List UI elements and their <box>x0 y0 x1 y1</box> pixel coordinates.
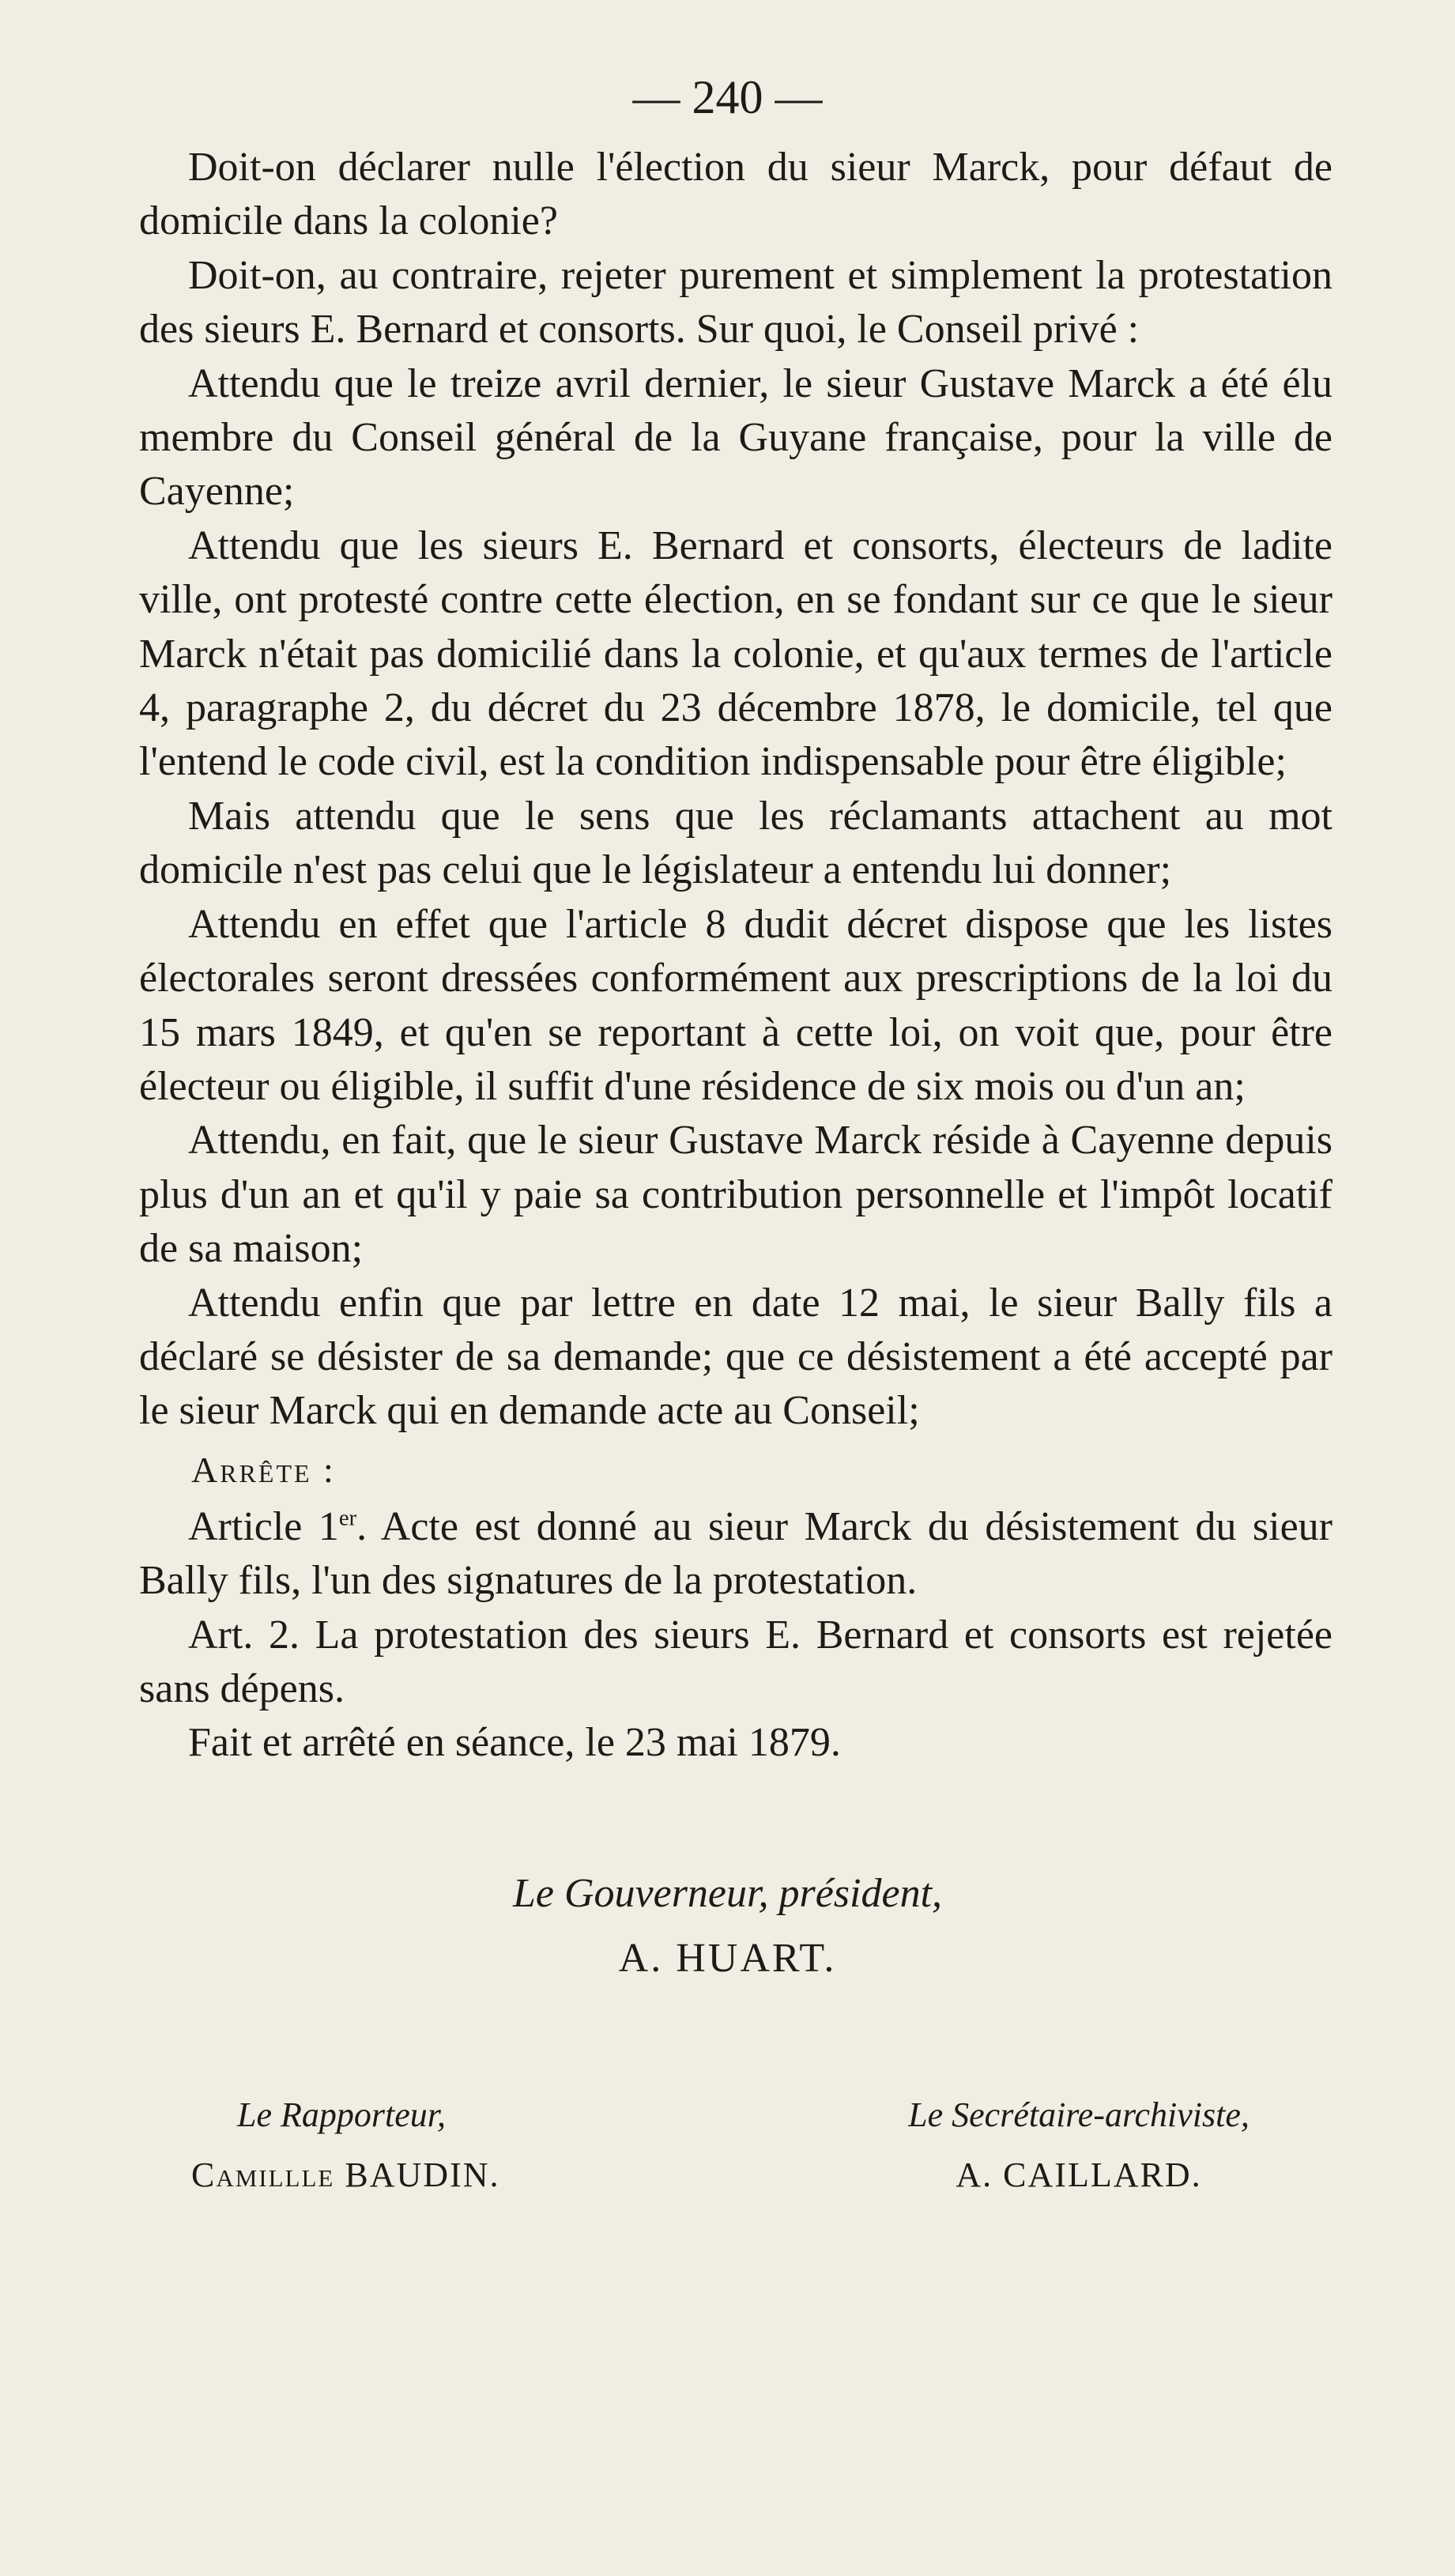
section-heading: Arrête : <box>191 1449 336 1490</box>
reporter-title: Le Rapporteur, <box>237 2095 446 2134</box>
paragraph: Attendu, en fait, que le sieur Gustave Marck réside à Cayenne depuis plus d'un an et qu'il y paie sa contribution personnelle et l'impôt locatif de sa maison; <box>139 1118 1332 1272</box>
article-1 <box>139 1500 1332 1609</box>
governor-title: Le Gouverneur, président, <box>512 1871 943 1916</box>
paragraph: Mais attendu que le sens que les réclamants attachent au mot domicile n'est pas celui que le législateur a entendu lui donner; <box>139 793 1332 893</box>
article-1-superscript: er <box>338 1506 357 1531</box>
page-number: — 240 — <box>632 71 823 123</box>
article-1-text: . Acte est donné au sieur Marck du désistement du sieur Bally fils, l'un des signatures de la protestation. <box>139 1503 1332 1604</box>
secretary-name: A. CAILLARD. <box>956 2155 1202 2194</box>
body-text <box>139 141 1332 1771</box>
paragraph: Attendu que le treize avril dernier, le sieur Gustave Marck a été élu membre du Conseil général de la Guyane française, pour la ville de Cayenne; <box>139 360 1332 515</box>
article-2: Art. 2. La protestation des sieurs E. Bernard et consorts est rejetée sans dépens. <box>139 1612 1332 1711</box>
paragraph: Doit-on, au contraire, rejeter purement et simplement la protestation des sieurs E. Bernard et consorts. Sur quoi, le Conseil privé : <box>139 252 1332 353</box>
article-1-prefix: Article 1 <box>188 1503 339 1549</box>
reporter-signature <box>191 2087 680 2204</box>
paragraph: Attendu en effet que l'article 8 dudit décret dispose que les listes électorales seront dressées conformément aux prescriptions de la loi du 15 mars 1849, et qu'en se reportant à cette loi, on voit que, pour être électeur ou éligible, il suffit d'une résidence de six mois ou d'un an; <box>139 901 1332 1109</box>
paragraph: Doit-on déclarer nulle l'élection du sieur Marck, pour défaut de domicile dans la colonie? <box>139 145 1332 244</box>
paragraph: Attendu que les sieurs E. Bernard et consorts, électeurs de ladite ville, ont protesté contre cette élection, en se fondant sur ce que le sieur Marck n'était pas domicilié dans la colonie, et qu'aux termes de l'article 4, paragraphe 2, du décret du 23 décembre 1878, le domicile, tel que l'entend le code civil, est la condition indispensable pour être éligible; <box>139 522 1332 785</box>
secretary-title: Le Secrétaire-archiviste, <box>908 2095 1250 2134</box>
closing-line: Fait et arrêté en séance, le 23 mai 1879. <box>188 1720 841 1766</box>
paragraph: Attendu enfin que par lettre en date 12 mai, le sieur Bally fils a déclaré se désister de sa demande; que ce désistement a été accepté par le sieur Marck qui en demande acte au Conseil; <box>139 1280 1332 1434</box>
reporter-name: Camillle BAUDIN. <box>191 2155 500 2194</box>
governor-name: A. HUART. <box>618 1936 837 1981</box>
governor-signature <box>0 1865 1455 1987</box>
secretary-signature <box>858 2087 1300 2204</box>
